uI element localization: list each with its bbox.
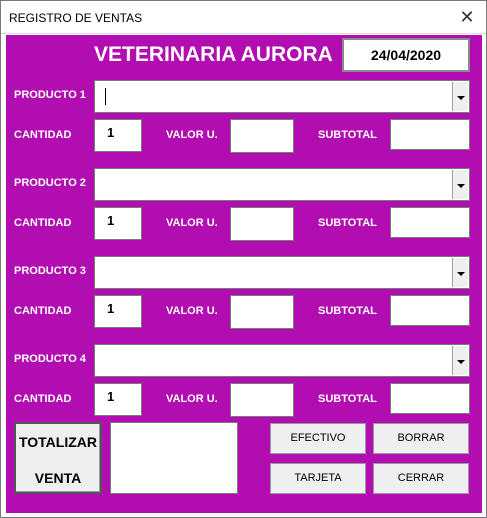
- tarjeta-button[interactable]: TARJETA: [270, 463, 366, 494]
- venta-label: VENTA: [34, 470, 82, 486]
- producto-4-combo[interactable]: [94, 344, 470, 377]
- producto-3-label: PRODUCTO 3: [14, 265, 86, 277]
- close-button[interactable]: ✕: [459, 7, 475, 27]
- store-title: VETERINARIA AURORA: [94, 43, 333, 66]
- cantidad-1-input[interactable]: 1: [94, 119, 142, 152]
- producto-1-label: PRODUCTO 1: [14, 89, 86, 101]
- valor-u-1-label: VALOR U.: [166, 129, 218, 141]
- chevron-down-icon[interactable]: [452, 82, 468, 111]
- valor-u-3-label: VALOR U.: [166, 305, 218, 317]
- producto-1-combo[interactable]: [94, 80, 470, 113]
- cantidad-3-label: CANTIDAD: [14, 305, 72, 317]
- valor-u-2-label: VALOR U.: [166, 217, 218, 229]
- subtotal-1-input[interactable]: [390, 119, 470, 150]
- chevron-down-icon[interactable]: [452, 258, 468, 287]
- subtotal-2-input[interactable]: [390, 207, 470, 238]
- cantidad-4-input[interactable]: 1: [94, 383, 142, 416]
- cantidad-1-label: CANTIDAD: [14, 129, 72, 141]
- subtotal-3-input[interactable]: [390, 295, 470, 326]
- totalizar-label: TOTALIZAR: [18, 434, 98, 450]
- producto-2-label: PRODUCTO 2: [14, 177, 86, 189]
- subtotal-4-input[interactable]: [390, 383, 470, 414]
- text-cursor: [105, 88, 106, 105]
- totalizar-venta-button[interactable]: [14, 422, 102, 494]
- subtotal-4-label: SUBTOTAL: [318, 393, 377, 405]
- valor-u-4-label: VALOR U.: [166, 393, 218, 405]
- title-bar: [1, 1, 486, 34]
- producto-3-combo[interactable]: [94, 256, 470, 289]
- window-title: REGISTRO DE VENTAS: [9, 11, 143, 25]
- borrar-button[interactable]: BORRAR: [373, 423, 469, 454]
- chevron-down-icon[interactable]: [452, 170, 468, 199]
- cantidad-3-input[interactable]: 1: [94, 295, 142, 328]
- valor-u-1-input[interactable]: [230, 119, 294, 153]
- total-field[interactable]: [110, 422, 238, 494]
- efectivo-button[interactable]: EFECTIVO: [270, 423, 366, 454]
- chevron-down-icon[interactable]: [452, 346, 468, 375]
- subtotal-2-label: SUBTOTAL: [318, 217, 377, 229]
- subtotal-1-label: SUBTOTAL: [318, 129, 377, 141]
- producto-2-combo[interactable]: [94, 168, 470, 201]
- cantidad-4-label: CANTIDAD: [14, 393, 72, 405]
- cantidad-2-label: CANTIDAD: [14, 217, 72, 229]
- cerrar-button[interactable]: CERRAR: [373, 463, 469, 494]
- cantidad-2-input[interactable]: 1: [94, 207, 142, 240]
- valor-u-3-input[interactable]: [230, 295, 294, 329]
- valor-u-4-input[interactable]: [230, 383, 294, 417]
- valor-u-2-input[interactable]: [230, 207, 294, 241]
- subtotal-3-label: SUBTOTAL: [318, 305, 377, 317]
- form-body: [6, 35, 482, 513]
- date-field[interactable]: 24/04/2020: [342, 38, 470, 72]
- producto-4-label: PRODUCTO 4: [14, 353, 86, 365]
